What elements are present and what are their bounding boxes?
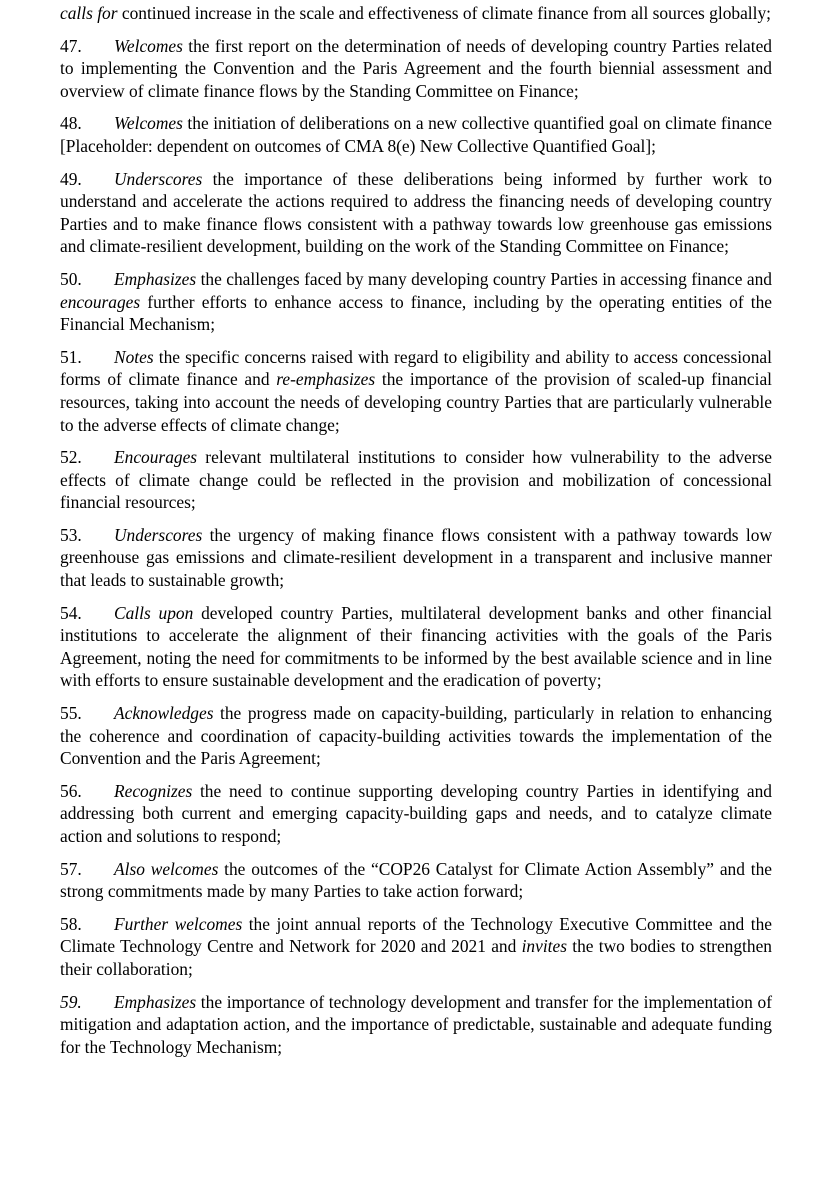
paragraph-number: 48. [60,113,82,134]
paragraph-text: the outcomes of the “COP26 Catalyst for Climate Action Assembly” and the strong commitments made by many Parties to take action forward; [60,858,773,902]
paragraph-text: the joint annual reports of the Technology Executive Committee and the Climate Technology Centre and Network for 2020 and 2021 and [60,913,772,957]
paragraph-number: 50. [60,268,82,289]
paragraph-text: the initiation of deliberations on a new collective quantified goal on climate finance [Placeholder: dependent on outcomes of CMA 8(e) New Collective Quantified Goal]; [60,113,772,156]
paragraph-number: 58. [60,913,82,934]
emphasized-verb: Welcomes [114,35,183,56]
paragraph-text: the progress made on capacity-building, particularly in relation to enhancing the coherence and coordination of capacity-building activities towards the implementation of the Convention and the Paris Agreement; [60,703,772,769]
emphasized-verb: Welcomes [114,113,183,134]
paragraph-number: 52. [60,447,82,468]
paragraph [60,268,772,336]
paragraph [60,112,772,157]
paragraph [60,346,772,436]
emphasized-verb: encourages [60,291,141,312]
paragraph-text: further efforts to enhance access to finance, including by the operating entities of the Financial Mechanism; [60,291,772,335]
paragraph-number: 47. [60,35,82,56]
emphasized-verb: Emphasizes [114,991,197,1012]
emphasized-verb: Calls upon [114,602,194,623]
emphasized-verb: Acknowledges [114,703,214,724]
paragraph [60,913,772,981]
paragraph-number: 49. [60,168,82,189]
emphasized-verb: Recognizes [114,780,193,801]
paragraph [60,780,772,848]
paragraph [60,602,772,692]
paragraph [60,0,772,25]
paragraph-text: the urgency of making finance flows consistent with a pathway towards low greenhouse gas emissions and climate-resilient development in a transparent and inclusive manner that leads to sustainable growth; [60,524,772,591]
emphasized-verb: Underscores [114,524,203,545]
emphasized-verb: Underscores [114,168,203,189]
paragraph-text: the specific concerns raised with regard to eligibility and ability to access concessional forms of climate finance and [60,346,772,390]
paragraph-number: 51. [60,346,82,367]
emphasized-verb: invites [521,936,567,957]
paragraph-text: the importance of technology development and transfer for the implementation of mitigation and adaptation action, and the importance of predictable, sustainable and adequate funding for the Technology Mechanism; [60,991,772,1057]
emphasized-verb: Further welcomes [114,913,243,934]
emphasized-verb: Emphasizes [114,268,197,289]
paragraph [60,168,772,258]
emphasized-verb: Encourages [114,447,198,468]
paragraph [60,702,772,770]
paragraph [60,446,772,514]
paragraph [60,858,772,903]
paragraph-text: the challenges faced by many developing country Parties in accessing finance and [196,268,772,289]
paragraph-text: relevant multilateral institutions to consider how vulnerability to the adverse effects of climate change could be reflected in the provision and mobilization of concessional financial resources; [60,447,772,513]
paragraph-text: continued increase in the scale and effectiveness of climate finance from all sources globally; [117,3,771,23]
paragraph-text: the need to continue supporting developing country Parties in identifying and addressing both current and emerging capacity-building gaps and needs, and to catalyze climate action and solutions to respond; [60,780,772,846]
emphasized-verb: Notes [114,346,154,367]
paragraph-number: 56. [60,780,82,801]
paragraph-text: the importance of these deliberations being informed by further work to understand and accelerate the actions required to address the financing needs of developing country Parties and to make finance flows consistent with a pathway towards low greenhouse gas emissions and climate-resilient development, building on the work of the Standing Committee on Finance; [60,168,772,257]
paragraph [60,524,772,592]
paragraph-number: 57. [60,858,82,879]
paragraph-text: developed country Parties, multilateral development banks and other financial institutions to accelerate the alignment of their financing activities with the goals of the Paris Agreement, noting the need for commitments to be informed by the best available science and in line with efforts to ensure sustainable development and the eradication of poverty; [60,602,772,691]
emphasized-verb: re-emphasizes [276,369,376,390]
emphasized-verb: Also welcomes [114,858,219,879]
paragraph-number: 55. [60,703,82,724]
paragraph-number: 59. [60,991,82,1012]
paragraph-text: the first report on the determination of needs of developing country Parties related to implementing the Convention and the Paris Agreement and the fourth biennial assessment and overview of climate finance flows by the Standing Committee on Finance; [60,35,772,101]
paragraph-number: 54. [60,602,82,623]
paragraph [60,991,772,1059]
paragraph-text: the two bodies to strengthen their collaboration; [60,936,772,979]
paragraph-text: the importance of the provision of scaled-up financial resources, taking into account the needs of developing country Parties that are particularly vulnerable to the adverse effects of climate change; [60,369,772,435]
paragraph-number: 53. [60,524,82,545]
paragraph [60,35,772,103]
emphasized-verb: calls for [60,3,118,23]
